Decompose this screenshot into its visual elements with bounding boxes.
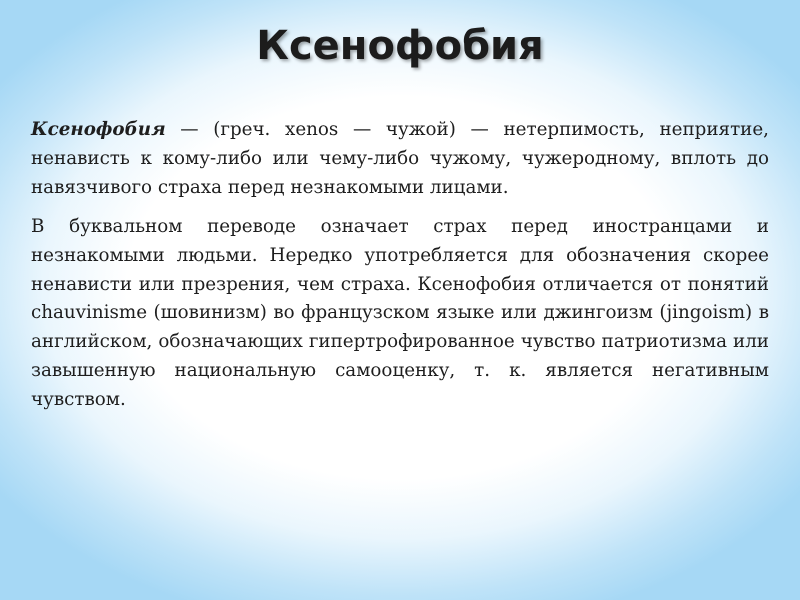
definition-paragraph [31,116,769,203]
slide-body [31,116,769,415]
definition-term: Ксенофобия [31,119,166,140]
slide-title: Ксенофобия [256,23,544,69]
definition-text: — (греч. xenos — чужой) — нетерпимость, неприятие, ненависть к кому-либо или чему-либо чужому, чужеродному, вплоть до навязчивого страха перед незнакомыми лицами. [31,119,769,198]
explanation-paragraph: В буквальном переводе означает страх перед иностранцами и незнакомыми людьми. Нередко употребляется для обозначения скорее ненависти или презрения, чем страха. Ксенофобия отличается от понятий chauvinisme (шовинизм) во французском языке или джингоизм (jingoism) в английском, обозначающих гипертрофированное чувство патриотизма или завышенную национальную самооценку, т. к. является негативным чувством. [31,215,769,411]
